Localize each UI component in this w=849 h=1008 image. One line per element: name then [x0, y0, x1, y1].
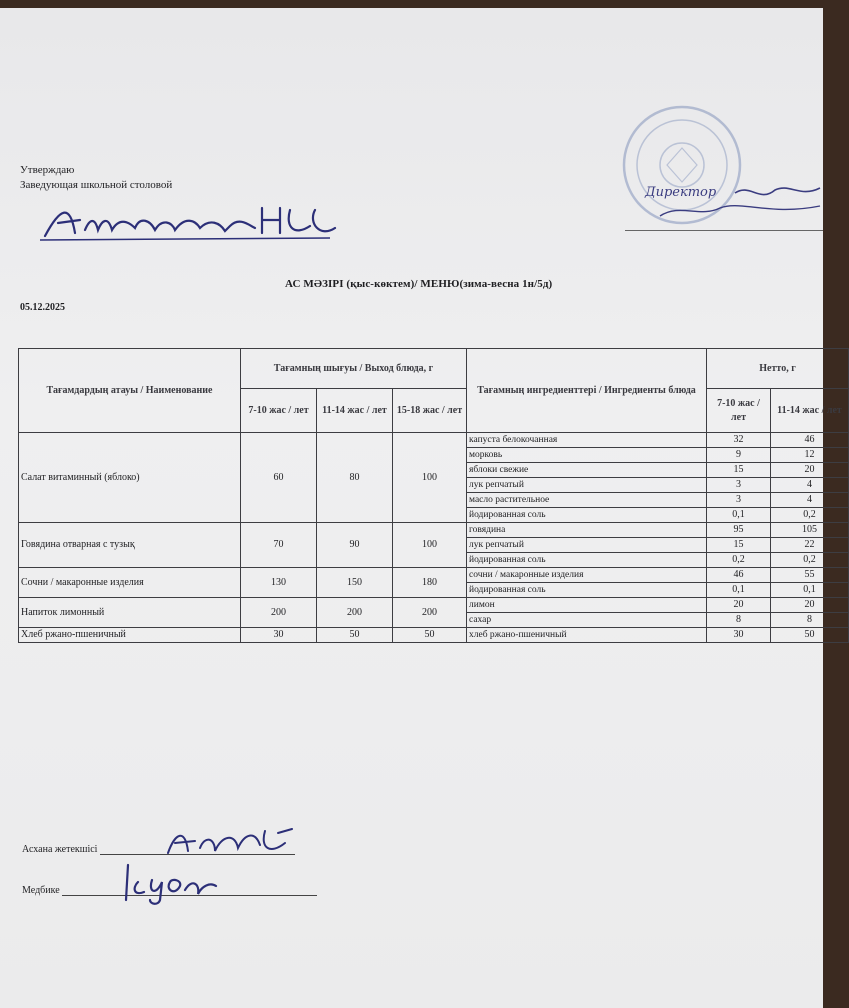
- netto-11-14: 22: [771, 538, 849, 553]
- header-netto: Нетто, г: [707, 349, 849, 389]
- netto-7-10: 32: [707, 433, 771, 448]
- netto-7-10: 0,1: [707, 583, 771, 598]
- netto-7-10: 15: [707, 463, 771, 478]
- dish-output-15-18: 100: [393, 523, 467, 568]
- header-age-15-18: 15-18 жас / лет: [393, 389, 467, 433]
- dish-output-11-14: 50: [317, 628, 393, 643]
- netto-7-10: 9: [707, 448, 771, 463]
- dish-output-11-14: 80: [317, 433, 393, 523]
- dish-output-15-18: 100: [393, 433, 467, 523]
- director-title: Директор: [645, 185, 717, 200]
- ingredient-name: лимон: [467, 598, 707, 613]
- dish-name: Напиток лимонный: [19, 598, 241, 628]
- cook-signature: [160, 823, 300, 863]
- dish-output-15-18: 200: [393, 598, 467, 628]
- ingredient-name: морковь: [467, 448, 707, 463]
- nurse-label: Медбике: [22, 885, 60, 896]
- ingredient-name: йодированная соль: [467, 583, 707, 598]
- dish-output-7-10: 130: [241, 568, 317, 598]
- cook-label: Асхана жетекшісі: [22, 844, 98, 855]
- dish-output-11-14: 150: [317, 568, 393, 598]
- netto-11-14: 0,2: [771, 508, 849, 523]
- table-row: [19, 598, 849, 613]
- approval-block: [20, 163, 172, 193]
- dish-output-7-10: 70: [241, 523, 317, 568]
- netto-7-10: 0,1: [707, 508, 771, 523]
- dish-name: Салат витаминный (яблоко): [19, 433, 241, 523]
- dish-output-7-10: 200: [241, 598, 317, 628]
- handwritten-signature: [40, 198, 340, 248]
- director-signature: [640, 178, 823, 228]
- netto-11-14: 4: [771, 478, 849, 493]
- ingredient-name: йодированная соль: [467, 508, 707, 523]
- netto-11-14: 55: [771, 568, 849, 583]
- ingredient-name: яблоки свежие: [467, 463, 707, 478]
- menu-body: [19, 433, 849, 643]
- menu-table: [18, 348, 849, 643]
- netto-11-14: 20: [771, 463, 849, 478]
- netto-7-10: 95: [707, 523, 771, 538]
- netto-11-14: 20: [771, 598, 849, 613]
- netto-11-14: 0,2: [771, 553, 849, 568]
- netto-11-14: 4: [771, 493, 849, 508]
- dish-output-11-14: 90: [317, 523, 393, 568]
- netto-11-14: 0,1: [771, 583, 849, 598]
- ingredient-name: капуста белокочанная: [467, 433, 707, 448]
- netto-7-10: 30: [707, 628, 771, 643]
- netto-7-10: 8: [707, 613, 771, 628]
- dish-name: Хлеб ржано-пшеничный: [19, 628, 241, 643]
- netto-7-10: 15: [707, 538, 771, 553]
- header-output: Тағамның шығуы / Выход блюда, г: [241, 349, 467, 389]
- netto-11-14: 105: [771, 523, 849, 538]
- table-row: [19, 523, 849, 538]
- ingredient-name: масло растительное: [467, 493, 707, 508]
- table-row: [19, 628, 849, 643]
- netto-7-10: 0,2: [707, 553, 771, 568]
- dish-output-15-18: 50: [393, 628, 467, 643]
- dish-name: Сочни / макаронные изделия: [19, 568, 241, 598]
- director-signature-line: [625, 230, 823, 231]
- page-title: АС МӘЗІРІ (қыс-көктем)/ МЕНЮ(зима-весна 1н/5д): [285, 278, 553, 290]
- table-row: [19, 433, 849, 448]
- netto-11-14: 50: [771, 628, 849, 643]
- netto-7-10: 3: [707, 493, 771, 508]
- dish-output-15-18: 180: [393, 568, 467, 598]
- netto-7-10: 3: [707, 478, 771, 493]
- netto-7-10: 46: [707, 568, 771, 583]
- header-age-7-10: 7-10 жас / лет: [241, 389, 317, 433]
- dish-output-7-10: 60: [241, 433, 317, 523]
- dish-output-7-10: 30: [241, 628, 317, 643]
- header-age-11-14: 11-14 жас / лет: [317, 389, 393, 433]
- dish-output-11-14: 200: [317, 598, 393, 628]
- netto-11-14: 12: [771, 448, 849, 463]
- header-netto-11-14: 11-14 жас / лет: [771, 389, 849, 433]
- dish-name: Говядина отварная с тузық: [19, 523, 241, 568]
- ingredient-name: сахар: [467, 613, 707, 628]
- netto-11-14: 46: [771, 433, 849, 448]
- menu-document: [0, 8, 842, 1008]
- approve-label: Утверждаю: [20, 164, 75, 176]
- approve-position: Заведующая школьной столовой: [20, 179, 173, 191]
- ingredient-name: говядина: [467, 523, 707, 538]
- header-ingredients: Тағамның ингредиенттері / Ингредиенты блюда: [467, 349, 707, 433]
- header-netto-7-10: 7-10 жас / лет: [707, 389, 771, 433]
- netto-11-14: 8: [771, 613, 849, 628]
- ingredient-name: сочни / макаронные изделия: [467, 568, 707, 583]
- ingredient-name: лук репчатый: [467, 478, 707, 493]
- ingredient-name: хлеб ржано-пшеничный: [467, 628, 707, 643]
- nurse-signature: [120, 860, 220, 905]
- netto-7-10: 20: [707, 598, 771, 613]
- menu-date: 05.12.2025: [20, 302, 65, 313]
- header-dish-name: Тағамдардың атауы / Наименование: [19, 349, 241, 433]
- ingredient-name: йодированная соль: [467, 553, 707, 568]
- ingredient-name: лук репчатый: [467, 538, 707, 553]
- table-row: [19, 568, 849, 583]
